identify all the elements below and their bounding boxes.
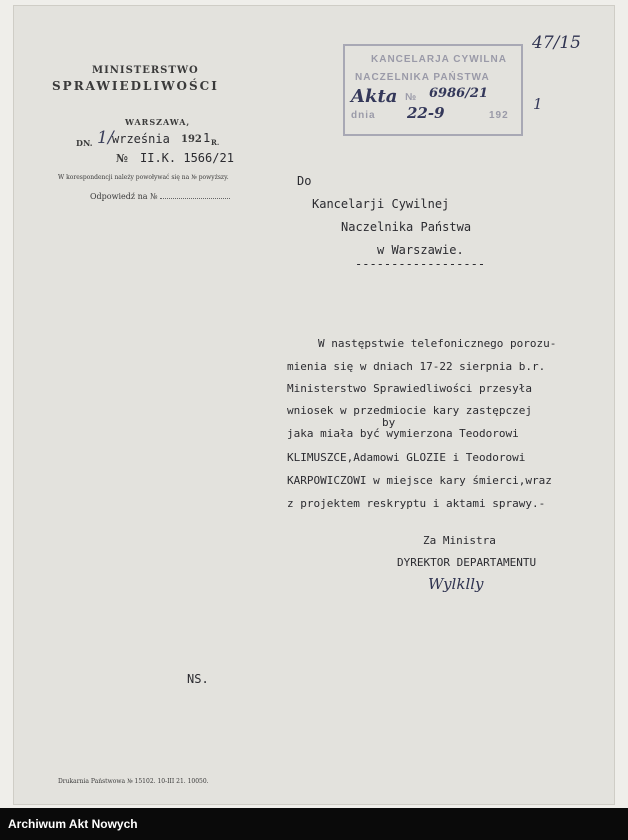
printer-note: Drukarnia Państwowa № 15102. 10-III 21. 10050.: [58, 778, 209, 785]
handwritten-signature: Wylklly: [428, 575, 484, 593]
body-line-1: W następstwie telefonicznego porozu-: [318, 337, 557, 350]
corner-folio-mark: 47/15: [532, 33, 581, 53]
signature-za-ministra: Za Ministra: [423, 534, 496, 547]
date-prefix: DN.: [76, 138, 93, 148]
stamp-line2: NACZELNIKA PAŃSTWA: [355, 72, 490, 83]
body-line-7: KARPOWICZOWI w miejsce kary śmierci,wraz: [287, 474, 552, 487]
reference-prefix: №: [116, 152, 128, 165]
stamp-number-label: №: [405, 92, 418, 103]
date-year-printed: 192: [181, 134, 202, 145]
date-year-suffix: R.: [211, 138, 220, 147]
body-line-6: KLIMUSZCE,Adamowi GLOZIE i Teodorowi: [287, 451, 526, 464]
date-day-handwritten: 1/: [97, 128, 114, 148]
addressee-line3: w Warszawie.: [377, 243, 464, 257]
ministry-name-line2: SPRAWIEDLIWOŚCI: [52, 79, 219, 93]
body-line-5: jaka miała być wymierzona Teodorowi: [287, 427, 519, 440]
stamp-akta-handwritten: Akta: [351, 86, 398, 107]
addressee-rule: ------------------: [355, 257, 486, 271]
stamp-line1: KANCELARJA CYWILNA: [371, 54, 507, 65]
stamp-date-label: dnia: [351, 110, 376, 121]
archive-label: Archiwum Akt Nowych: [8, 817, 138, 831]
stamp-year-label: 192: [489, 110, 509, 121]
reference-number: II.K. 1566/21: [140, 151, 234, 165]
ministry-name-line1: MINISTERSTWO: [92, 65, 199, 76]
typist-initials: NS.: [187, 672, 209, 686]
reply-label-text: Odpowiedź na №: [90, 192, 158, 201]
stamp-number-handwritten: 6986/21: [429, 86, 489, 101]
date-year-typed: 1: [203, 131, 211, 145]
stamp-mark-handwritten: 1: [533, 95, 543, 113]
addressee-line2: Naczelnika Państwa: [341, 220, 472, 234]
archive-footer-bar: [0, 808, 628, 840]
body-line-2: mienia się w dniach 17-22 sierpnia b.r.: [287, 360, 546, 373]
correspondence-note: W korespondencji należy powoływać się na № powyższy.: [58, 174, 229, 181]
signature-title: DYREKTOR DEPARTAMENTU: [397, 556, 537, 569]
body-line-8: z projektem reskryptu i aktami sprawy.-: [287, 497, 546, 510]
body-line-3: Ministerstwo Sprawiedliwości przesyła: [287, 382, 533, 395]
reply-blank-line: [160, 190, 230, 199]
date-month: września: [112, 132, 170, 146]
body-insert-by: by: [382, 416, 396, 429]
registry-stamp: [343, 44, 523, 136]
stamp-date-handwritten: 22-9: [407, 104, 445, 122]
addressee-do: Do: [297, 174, 312, 188]
letterhead-city: WARSZAWA,: [125, 117, 191, 127]
body-line-4: wniosek w przedmiocie kary zastępczej: [287, 404, 533, 417]
reply-reference-label: [90, 190, 230, 201]
addressee-line1: Kancelarji Cywilnej: [312, 197, 450, 211]
